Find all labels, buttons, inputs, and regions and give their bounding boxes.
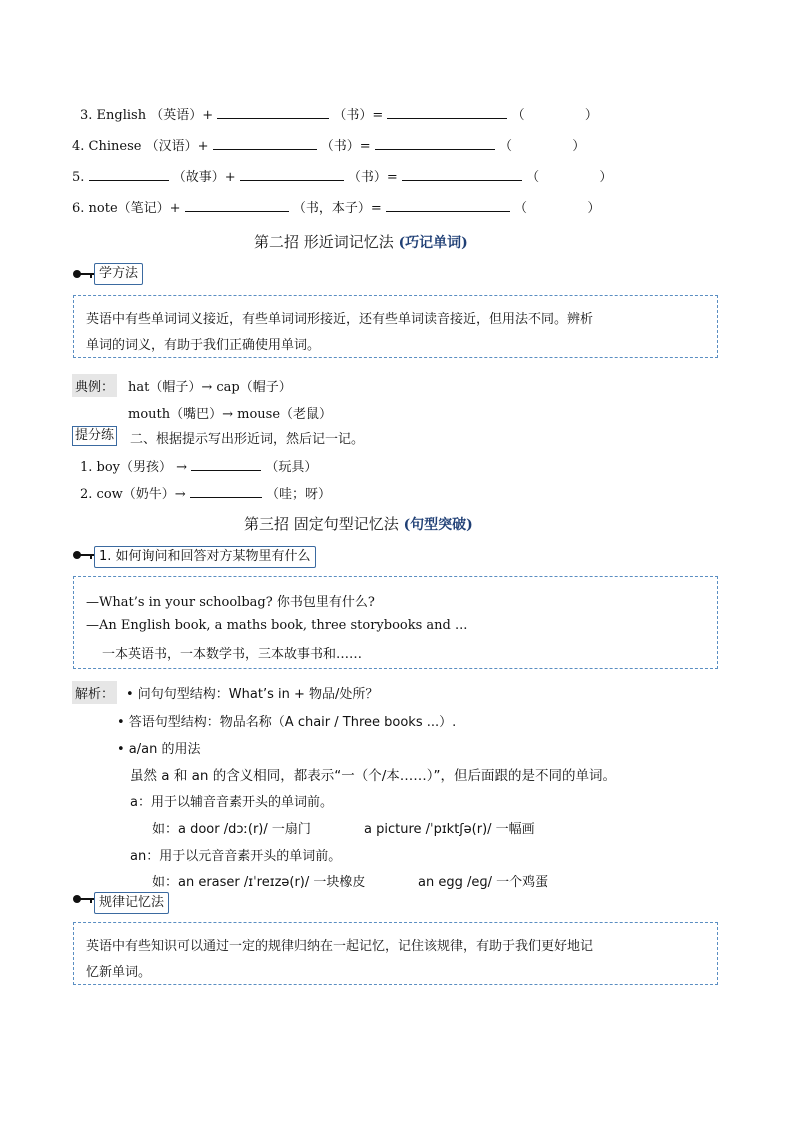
section3-subtitle: (句型突破) <box>403 517 473 533</box>
line6-prefix: 6. note（笔记）+ <box>72 201 181 216</box>
answer-blank[interactable] <box>213 135 317 150</box>
section2-heading <box>254 231 468 252</box>
practice-q1 <box>80 456 317 475</box>
practice-label: 提分练 <box>72 426 117 446</box>
usage-intro: 虽然 a 和 an 的含义相同，都表示“一（个/本……）”，但后面跟的是不同的单词。 <box>130 768 617 784</box>
example-line: mouth（嘴巴）→ mouse（老鼠） <box>128 407 333 422</box>
an-rule: an：用于以元音音素开头的单词前。 <box>130 849 342 864</box>
line4-paren-close: ） <box>572 139 586 154</box>
dialogue-line: —An English book, a maths book, three storybooks and ... <box>86 618 468 633</box>
answer-blank[interactable] <box>185 197 289 212</box>
line5-paren-open: （ <box>526 170 540 185</box>
a-example: 如：a door /dɔː(r)/ 一扇门 <box>152 822 311 837</box>
dialogue-translation: 一本英语书，一本数学书，三本故事书和…… <box>102 647 363 662</box>
line5-mid: （故事）+ <box>172 170 236 185</box>
tip-line: 英语中有些单词词义接近，有些单词词形接近，还有些单词读音接近，但用法不同。辨析 <box>86 312 594 327</box>
dialogue-line: —What’s in your schoolbag? 你书包里有什么? <box>86 595 375 610</box>
example-label: 典例： <box>72 374 117 397</box>
exercise-line-6 <box>72 197 600 216</box>
answer-blank[interactable] <box>190 483 262 498</box>
dialogue-box <box>73 576 718 669</box>
q1-prefix: 1. boy（男孩） → <box>80 460 188 475</box>
section2-subtitle: (巧记单词) <box>398 235 468 251</box>
tip-box <box>73 295 718 358</box>
answer-blank[interactable] <box>402 166 522 181</box>
line5-mid2: （书）= <box>347 170 398 185</box>
practice-instruction: 二、根据提示写出形近词，然后记一记。 <box>130 432 365 447</box>
line3-mid: （书）= <box>333 108 384 123</box>
analysis-label: 解析： <box>72 681 117 704</box>
a-rule: a：用于以辅音音素开头的单词前。 <box>130 795 333 810</box>
rule-label: 规律记忆法 <box>94 892 169 914</box>
practice-q2 <box>80 483 331 502</box>
a-example: a picture /ˈpɪktʃə(r)/ 一幅画 <box>364 822 535 837</box>
section3-heading <box>244 513 473 534</box>
line3-paren-open: （ <box>511 108 525 123</box>
method-label: 学方法 <box>94 263 143 285</box>
answer-blank[interactable] <box>217 104 329 119</box>
section2-title: 第二招 形近词记忆法 <box>254 233 394 251</box>
line5-paren-close: ） <box>599 170 613 185</box>
answer-blank[interactable] <box>89 166 169 181</box>
an-example: 如：an eraser /ɪˈreɪzə(r)/ 一块橡皮 <box>152 875 366 890</box>
q1-hint: （玩具） <box>265 460 318 475</box>
line6-paren-open: （ <box>514 201 528 216</box>
line4-prefix: 4. Chinese （汉语）+ <box>72 139 209 154</box>
rule-box <box>73 922 718 985</box>
topic-label: 1. 如何询问和回答对方某物里有什么 <box>94 546 316 568</box>
analysis-bullet: • a/an 的用法 <box>117 742 201 757</box>
an-example: an egg /eɡ/ 一个鸡蛋 <box>418 875 549 890</box>
answer-blank[interactable] <box>240 166 344 181</box>
example-line: hat（帽子）→ cap（帽子） <box>128 380 292 395</box>
line5-prefix: 5. <box>72 170 85 185</box>
answer-blank[interactable] <box>191 456 261 471</box>
section3-title: 第三招 固定句型记忆法 <box>244 515 399 533</box>
line4-paren-open: （ <box>498 139 512 154</box>
line4-mid: （书）= <box>320 139 371 154</box>
answer-blank[interactable] <box>386 197 510 212</box>
exercise-line-3 <box>80 104 598 123</box>
line6-paren-close: ） <box>587 201 601 216</box>
q2-prefix: 2. cow（奶牛）→ <box>80 487 186 502</box>
exercise-line-5 <box>72 166 612 185</box>
tip-line: 单词的词义，有助于我们正确使用单词。 <box>86 338 321 353</box>
analysis-bullet: • 答语句型结构：物品名称（A chair / Three books ...）. <box>117 715 457 730</box>
answer-blank[interactable] <box>375 135 495 150</box>
exercise-line-4 <box>72 135 585 154</box>
q2-hint: （哇；呀） <box>265 487 331 502</box>
rule-line: 英语中有些知识可以通过一定的规律归纳在一起记忆，记住该规律，有助于我们更好地记 <box>86 939 594 954</box>
rule-line: 忆新单词。 <box>86 965 152 980</box>
analysis-bullet: • 问句句型结构：What’s in + 物品/处所？ <box>126 687 379 702</box>
answer-blank[interactable] <box>387 104 507 119</box>
line3-paren-close: ） <box>584 108 598 123</box>
line3-prefix: 3. English （英语）+ <box>80 108 214 123</box>
line6-mid: （书，本子）= <box>292 201 382 216</box>
